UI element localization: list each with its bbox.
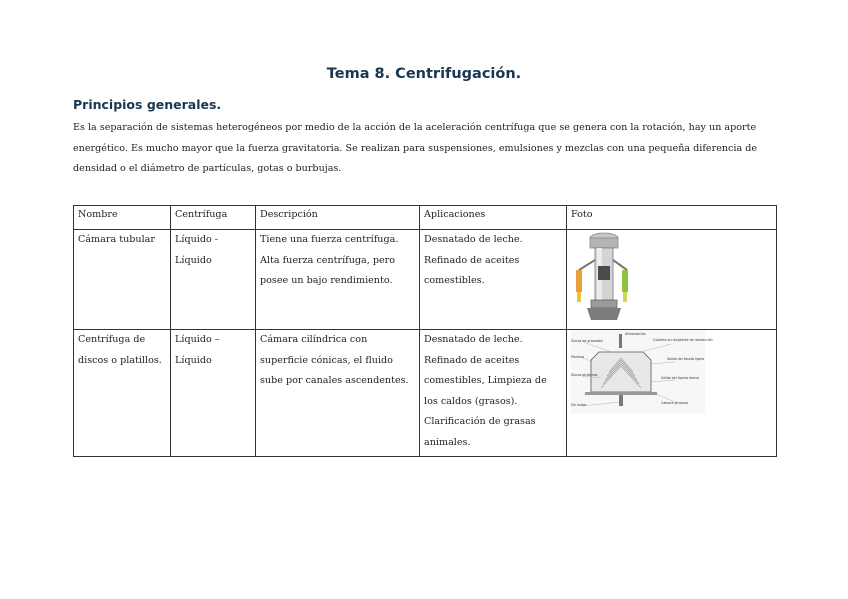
disc-centrifuge-diagram (571, 330, 713, 414)
cell-nombre: Centrífuga de discos o platillos. (74, 330, 171, 457)
cell-foto (567, 230, 777, 330)
diagram-label: Alimentación (625, 332, 646, 336)
cell-aplicaciones: Desnatado de leche. Refinado de aceites comestibles. (420, 230, 567, 330)
diagram-label: Montura (571, 355, 585, 359)
table-row (74, 230, 777, 330)
diagram-label: Cámara giratoria (661, 401, 689, 405)
cell-nombre: Cámara tubular (74, 230, 171, 330)
cell-descripcion: Tiene una fuerza centrífuga. Alta fuerza centrífuga, pero posee un bajo rendimiento. (256, 230, 420, 330)
cell-foto (567, 330, 777, 457)
diagram-label: Salida del líquido denso (661, 376, 699, 380)
header-centrifuga: Centrífuga (171, 206, 256, 230)
diagram-label: Discos giratorios (571, 373, 598, 377)
header-descripcion: Descripción (256, 206, 420, 230)
header-nombre: Nombre (74, 206, 171, 230)
section-heading: Principios generales. (73, 97, 222, 112)
diagram-label: Discos de gravedad (571, 339, 603, 343)
header-foto: Foto (567, 206, 777, 230)
diagram-label: Salida del líquido ligero (667, 357, 705, 361)
cell-descripcion: Cámara cilíndrica con superficie cónicas, el fluido sube por canales ascendentes. (256, 330, 420, 457)
cell-centrifuga: Líquido - Líquido (171, 230, 256, 330)
cell-aplicaciones: Desnatado de leche. Refinado de aceites comestibles, Limpieza de los caldos (grasos). Clarificación de grasas animales. (420, 330, 567, 457)
diagram-label: Eje motor (571, 403, 587, 407)
tubular-centrifuge-image (571, 230, 633, 322)
intro-paragraph: Es la separación de sistemas heterogéneos por medio de la acción de la aceleración centrífuga que se genera con la rotación, hay un aporte energético. Es mucho mayor que la fuerza gravitatoria. Se realizan para suspensiones, emulsiones y mezclas con una pequeña diferencia de densidad o el diámetro de partículas, gotas o burbujas. (73, 122, 758, 174)
table-row (74, 330, 777, 457)
cell-centrifuga: Líquido – Líquido (171, 330, 256, 457)
header-aplicaciones: Aplicaciones (420, 206, 567, 230)
centrifuge-table (73, 205, 777, 457)
diagram-label: Cubierta en recipiente de recolección (653, 338, 713, 342)
table-header-row (74, 206, 777, 230)
page-title: Tema 8. Centrifugación. (326, 66, 522, 82)
